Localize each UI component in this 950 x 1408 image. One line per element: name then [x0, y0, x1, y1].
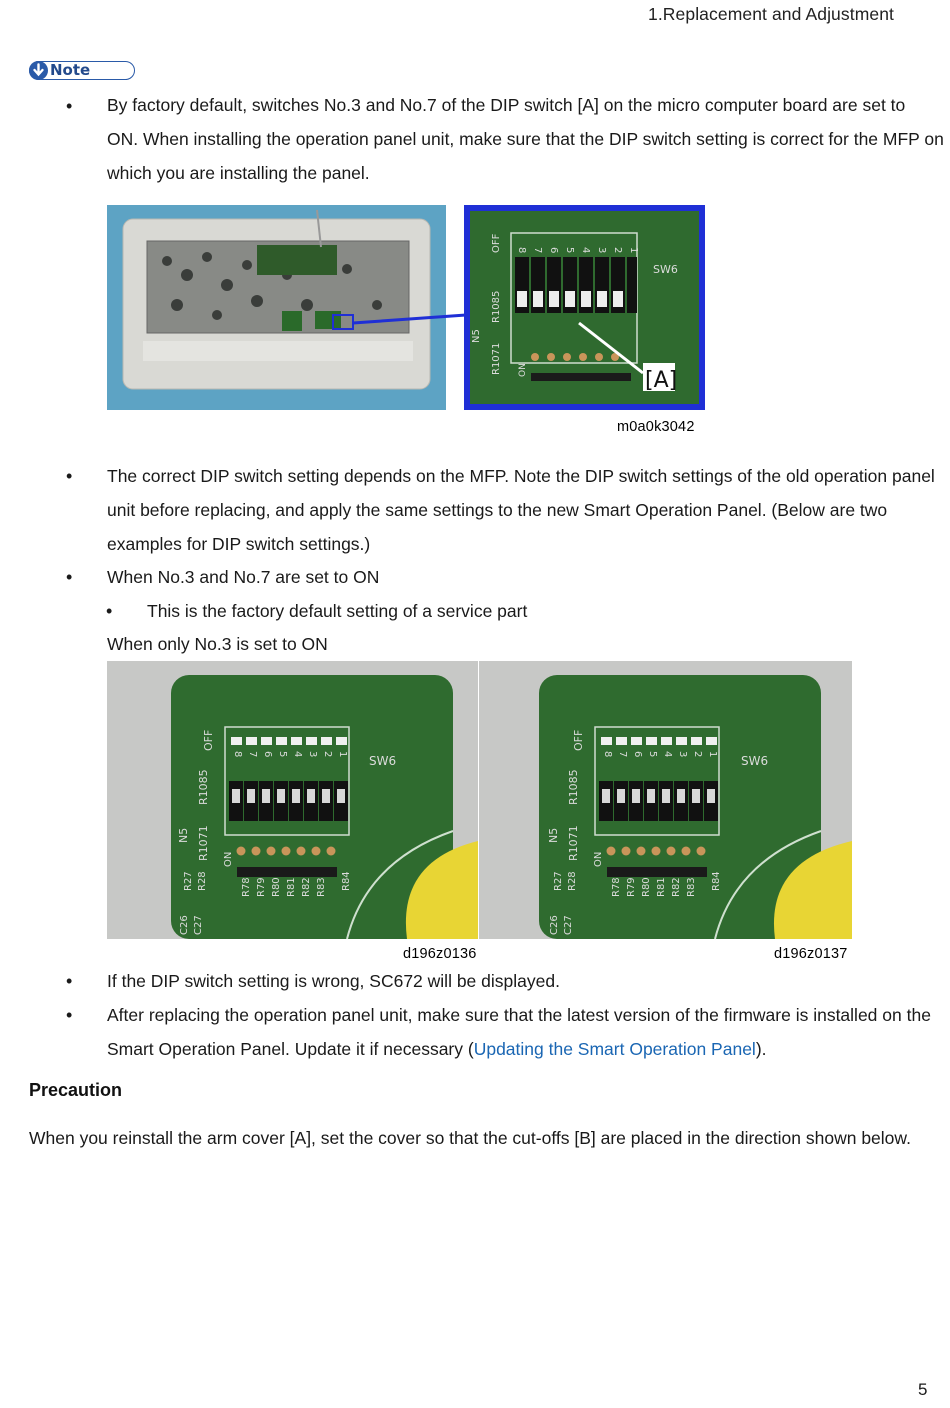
fig2-left-caption: d196z0136 — [403, 946, 477, 962]
fig2-left-sw-label: SW6 — [369, 754, 397, 768]
bullet-5-line-2 — [107, 1032, 767, 1066]
bullet-1-line-2: ON. When installing the operation panel unit, make sure that the DIP switch setting is correct for the MFP on — [107, 129, 944, 149]
fig2-right-c26: C26 — [549, 915, 560, 935]
fig2-left-switch-number: 4 — [292, 751, 303, 758]
fig2-left-switch-number: 3 — [307, 751, 318, 758]
section-header: 1.Replacement and Adjustment — [648, 4, 895, 24]
fig2-right-switch-number: 5 — [647, 751, 658, 758]
fig2-left-r78: R78 — [241, 877, 252, 897]
fig2-right-r79: R79 — [626, 877, 637, 897]
fig1-on-label: ON — [518, 363, 528, 377]
fig2-left-off: OFF — [202, 729, 215, 751]
figure-1 — [107, 205, 707, 442]
bullet-3-sub: This is the factory default setting of a service part — [147, 601, 528, 621]
fig2-right-r83: R83 — [686, 877, 697, 897]
fig2-left-c26: C26 — [179, 915, 190, 935]
bullet-dot: • — [66, 96, 73, 116]
fig2-right-switch-number: 4 — [662, 751, 673, 758]
fig2-right-on: ON — [593, 851, 604, 867]
fig1-r1085: R1085 — [491, 290, 502, 323]
fig2-left-switch-number: 8 — [232, 751, 243, 758]
fig2-left-switch-number: 1 — [337, 751, 348, 758]
fig2-right-switch-number: 8 — [602, 751, 613, 758]
fig2-right-switch-number: 2 — [692, 751, 703, 758]
dip-photo-left — [107, 661, 478, 939]
bullet-5-line-1: After replacing the operation panel unit, make sure that the latest version of the firmware is installed on the — [107, 1005, 931, 1025]
fig2-right-r1071: R1071 — [567, 825, 580, 861]
precaution-heading: Precaution — [29, 1080, 123, 1100]
bullet-dot: • — [66, 466, 73, 486]
fig2-right-c27: C27 — [563, 915, 574, 935]
bullet-5-post: ). — [755, 1039, 767, 1059]
bullet-3-text: When No.3 and No.7 are set to ON — [107, 567, 380, 587]
fig1-switch-number: 4 — [580, 247, 591, 254]
note-label: Note — [50, 61, 91, 79]
bullet-1-line-3: which you are installing the panel. — [107, 163, 370, 183]
fig2-right-r82: R82 — [671, 877, 682, 897]
fig2-right-r80: R80 — [641, 877, 652, 897]
bullet-3-text-2: When only No.3 is set to ON — [107, 634, 328, 654]
bullet-2-line-1: The correct DIP switch setting depends on the MFP. Note the DIP switch settings of the old operation panel — [107, 466, 935, 486]
fig2-left-switch-number: 5 — [277, 751, 288, 758]
bullet-4-text: If the DIP switch setting is wrong, SC672 will be displayed. — [107, 971, 560, 991]
fig2-right-r28: R28 — [567, 871, 578, 891]
fig2-right-off: OFF — [572, 729, 585, 751]
fig1-switch-number: 7 — [532, 247, 543, 254]
fig2-left-switch-number: 2 — [322, 751, 333, 758]
fig2-left-r82: R82 — [301, 877, 312, 897]
fig2-right-r78: R78 — [611, 877, 622, 897]
bullet-2-line-3: examples for DIP switch settings.) — [107, 534, 371, 554]
bullet-1-line-1: By factory default, switches No.3 and No.7 of the DIP switch [A] on the micro computer board are set to — [107, 95, 906, 115]
dip-photo-right — [479, 661, 852, 939]
fig2-left-n5: N5 — [177, 827, 190, 843]
fig1-switch-number: 1 — [628, 247, 639, 254]
fig2-left-r83: R83 — [316, 877, 327, 897]
arrow-down-icon — [29, 61, 48, 80]
fig2-right-switch-number: 7 — [617, 751, 628, 758]
fig2-left-r28: R28 — [197, 871, 208, 891]
sub-bullet-dot: • — [106, 601, 113, 621]
fig2-left-c27: C27 — [193, 915, 204, 935]
bullet-2-line-2: unit before replacing, and apply the same settings to the new Smart Operation Panel. (Below are two — [107, 500, 888, 520]
fig2-right-r84: R84 — [711, 871, 722, 891]
fig2-left-switch-number: 6 — [262, 751, 273, 758]
fig1-sw-label: SW6 — [653, 263, 678, 276]
fig2-right-switch-number: 1 — [707, 751, 718, 758]
bullet-dot: • — [66, 971, 73, 991]
fig2-right-r81: R81 — [656, 877, 667, 897]
fig2-right-sw-label: SW6 — [741, 754, 769, 768]
fig2-right-n5: N5 — [547, 827, 560, 843]
fig1-switch-number: 6 — [548, 247, 559, 254]
fig2-left-on: ON — [223, 851, 234, 867]
fig1-switch-number: 3 — [596, 247, 607, 254]
fig1-callout-a: [A] — [645, 368, 678, 393]
fig2-right-caption: d196z0137 — [774, 946, 848, 962]
fig1-n5: N5 — [471, 329, 482, 343]
fig2-left-r27: R27 — [183, 871, 194, 891]
fig2-left-r84: R84 — [341, 871, 352, 891]
fig1-switch-number: 2 — [612, 247, 623, 254]
fig1-r1071: R1071 — [491, 342, 502, 375]
bullet-5-pre: Smart Operation Panel. Update it if necessary ( — [107, 1039, 474, 1059]
fig2-right-switch-number: 3 — [677, 751, 688, 758]
figure-2 — [107, 661, 852, 968]
precaution-text: When you reinstall the arm cover [A], set the cover so that the cut-offs [B] are placed in the direction shown below. — [29, 1128, 911, 1148]
bullet-dot: • — [66, 1005, 73, 1025]
fig2-left-r1071: R1071 — [197, 825, 210, 861]
fig1-caption: m0a0k3042 — [617, 419, 695, 435]
updating-smart-panel-link[interactable]: Updating the Smart Operation Panel — [473, 1039, 756, 1059]
fig2-left-r80: R80 — [271, 877, 282, 897]
fig2-right-r1085: R1085 — [567, 769, 580, 805]
fig1-off-label: OFF — [491, 233, 502, 253]
bullet-dot: • — [66, 567, 73, 587]
fig2-left-r79: R79 — [256, 877, 267, 897]
fig2-left-switch-number: 7 — [247, 751, 258, 758]
fig2-right-switch-number: 6 — [632, 751, 643, 758]
fig1-switch-number: 5 — [564, 247, 575, 254]
note-badge — [29, 61, 135, 80]
fig2-right-r27: R27 — [553, 871, 564, 891]
fig1-switch-number: 8 — [516, 247, 527, 254]
fig2-left-r81: R81 — [286, 877, 297, 897]
fig2-left-r1085: R1085 — [197, 769, 210, 805]
page-number: 5 — [918, 1380, 928, 1399]
